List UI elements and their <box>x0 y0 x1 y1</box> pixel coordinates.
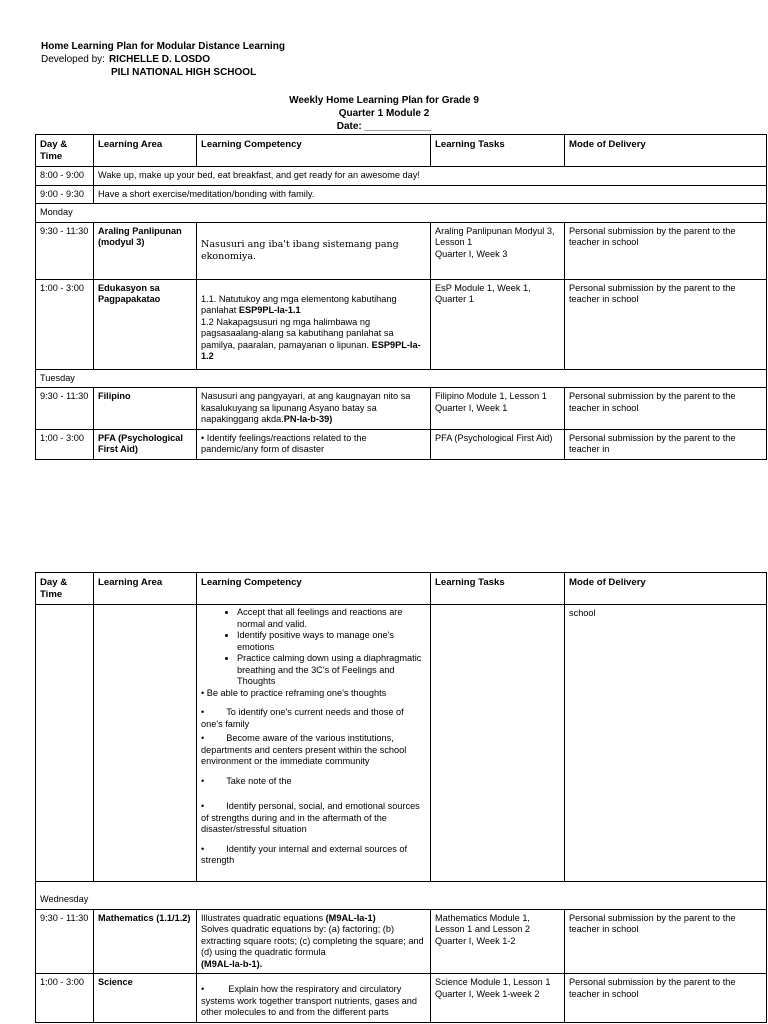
tasks-cell: EsP Module 1, Week 1, Quarter 1 <box>431 279 565 369</box>
competency-text: Nasusuri ang pangyayari, at ang kaugnayan nito sa kasalukuyang sa lipunang Asyano batay sa napakinggang akda. <box>201 391 411 424</box>
list-item: • Take note of the <box>201 775 292 786</box>
tasks-cell: Science Module 1, Lesson 1 Quarter I, Week 1-week 2 <box>431 974 565 1023</box>
bullet-glyph: • <box>201 843 205 854</box>
developed-label: Developed by: <box>41 54 105 65</box>
list-item: • Identify your internal and external sources of strength <box>201 843 408 865</box>
table-row <box>36 605 767 882</box>
learning-area-cell: Araling Panlipunan (modyul 3) <box>94 222 197 279</box>
table-row <box>36 279 767 369</box>
day-label-wednesday: Wednesday <box>36 882 767 910</box>
bullet-glyph: • <box>201 733 205 743</box>
competency-cell <box>197 605 431 882</box>
competency-cell <box>197 974 431 1023</box>
plan-table-page2 <box>35 572 767 1023</box>
list-item: • Practice calming down using a diaphragmatic breathing and the 3C's of Feelings and Thoughts <box>237 653 426 688</box>
plan-title: Weekly Home Learning Plan for Grade 9 <box>289 95 479 106</box>
time-cell: 1:00 - 3:00 <box>36 974 94 1023</box>
competency-code: (M9AL-Ia-1) <box>325 912 376 923</box>
header-title: Home Learning Plan for Modular Distance Learning <box>41 41 285 52</box>
time-cell: 9:00 - 9:30 <box>36 185 94 204</box>
list-item: • Identify personal, social, and emotional sources of strengths during and in the aftermath of the disaster/stressful situation <box>201 801 420 834</box>
tasks-cell <box>431 605 565 882</box>
table-row <box>36 974 767 1023</box>
col-header-tasks: Learning Tasks <box>431 573 565 605</box>
plan-title-block <box>0 94 768 133</box>
list-item: • Be able to practice reframing one's thoughts <box>201 687 387 698</box>
competency-text: 1.2 Nakapagsusuri ng mga halimbawa ng pagsasaalang-alang sa kabutihang panlahat sa pamilya, paaralan, pamayanan o lipunan. <box>201 316 394 350</box>
competency-list <box>201 607 426 688</box>
col-header-learning-area: Learning Area <box>94 135 197 167</box>
col-header-competency: Learning Competency <box>197 573 431 605</box>
competency-text: 1.1. Natutukoy ang mga elementong kabutihang panlahat <box>201 293 397 315</box>
day-label-tuesday: Tuesday <box>36 369 767 388</box>
delivery-cell: Personal submission by the parent to the teacher in school <box>565 279 767 369</box>
day-row <box>36 369 767 388</box>
col-header-competency: Learning Competency <box>197 135 431 167</box>
competency-code: ESP9PL-Ia-1.2 <box>201 339 421 361</box>
delivery-cell: Personal submission by the parent to the teacher in <box>565 429 767 459</box>
delivery-cell: Personal submission by the parent to the teacher in school <box>565 222 767 279</box>
time-cell: 9:30 - 11:30 <box>36 222 94 279</box>
tasks-cell <box>431 388 565 430</box>
col-header-day-time: Day & Time <box>36 135 94 167</box>
bullet-glyph: • <box>201 707 205 717</box>
col-header-learning-area: Learning Area <box>94 573 197 605</box>
table-header-row <box>36 135 767 167</box>
time-cell: 9:30 - 11:30 <box>36 388 94 430</box>
competency-text: Illustrates quadratic equations <box>201 912 324 923</box>
bullet-glyph: • <box>201 775 205 786</box>
col-header-tasks: Learning Tasks <box>431 135 565 167</box>
col-header-day-time: Day & Time <box>36 573 94 605</box>
tasks-cell <box>431 222 565 279</box>
table-row <box>36 388 767 430</box>
developer-name: RICHELLE D. LOSDO <box>108 54 211 65</box>
list-item: • Identify positive ways to manage one's emotions <box>237 630 426 653</box>
school-name: PILI NATIONAL HIGH SCHOOL <box>111 67 257 78</box>
learning-area-cell: Edukasyon sa Pagpapakatao <box>94 279 197 369</box>
delivery-cell: Personal submission by the parent to the teacher in school <box>565 974 767 1023</box>
list-item: • Become aware of the various institutions, departments and centers present within the school environment or the immediate community <box>201 733 407 766</box>
task-line: Quarter I, Week 3 <box>435 248 508 259</box>
bullet-glyph: • <box>201 801 205 811</box>
learning-area-cell: Filipino <box>94 388 197 430</box>
bullet-glyph: • <box>201 984 205 994</box>
table-row <box>36 429 767 459</box>
time-cell: 9:30 - 11:30 <box>36 909 94 974</box>
task-line: Quarter I, Week 1-2 <box>435 935 516 946</box>
competency-code: ESP9PL-Ia-1.1 <box>238 305 301 315</box>
competency-cell <box>197 279 431 369</box>
table-row <box>36 167 767 186</box>
competency-cell <box>197 388 431 430</box>
competency-code: PN-Ia-b-39) <box>283 414 333 424</box>
tasks-cell: PFA (Psychological First Aid) <box>431 429 565 459</box>
plan-table-page1 <box>35 134 767 460</box>
learning-area-cell <box>94 605 197 882</box>
list-item: • To identify one's current needs and those of one's family <box>201 707 404 729</box>
competency-text: Explain how the respiratory and circulatory systems work together transport nutrients, gases and other molecules to and from the different parts <box>201 984 418 1017</box>
document-header <box>41 40 285 79</box>
delivery-cell: Personal submission by the parent to the teacher in school <box>565 388 767 430</box>
time-cell: 8:00 - 9:00 <box>36 167 94 186</box>
plan-date: Date: ____________ <box>336 121 432 132</box>
day-row <box>36 882 767 910</box>
activity-cell: Wake up, make up your bed, eat breakfast, and get ready for an awesome day! <box>94 167 767 186</box>
competency-cell: • Identify feelings/reactions related to the pandemic/any form of disaster <box>197 429 431 459</box>
table-row <box>36 909 767 974</box>
learning-area-cell: Science <box>94 974 197 1023</box>
time-cell: 1:00 - 3:00 <box>36 279 94 369</box>
delivery-cell: school <box>565 605 767 882</box>
competency-text: Solves quadratic equations by: (a) factoring; (b) extracting square roots; (c) completing the square; and (d) using the quadratic formula <box>201 924 424 957</box>
day-row <box>36 204 767 223</box>
list-item: • Accept that all feelings and reactions are normal and valid. <box>237 607 426 630</box>
delivery-cell: Personal submission by the parent to the teacher in school <box>565 909 767 974</box>
col-header-delivery: Mode of Delivery <box>565 573 767 605</box>
table-row <box>36 185 767 204</box>
table-header-row <box>36 573 767 605</box>
day-label-monday: Monday <box>36 204 767 223</box>
tasks-cell <box>431 909 565 974</box>
task-line: Araling Panlipunan Modyul 3, Lesson 1 <box>435 225 555 247</box>
learning-area-cell: Mathematics (1.1/1.2) <box>94 909 197 974</box>
plan-subtitle: Quarter 1 Module 2 <box>338 108 430 119</box>
competency-cell: Nasusuri ang iba't ibang sistemang pang ekonomiya. <box>197 222 431 279</box>
task-line: Quarter I, Week 1 <box>435 402 508 413</box>
time-cell: 1:00 - 3:00 <box>36 429 94 459</box>
table-row <box>36 222 767 279</box>
activity-cell: Have a short exercise/meditation/bonding with family. <box>94 185 767 204</box>
task-line: Mathematics Module 1, Lesson 1 and Lesson 2 <box>435 912 531 934</box>
learning-area-cell: PFA (Psychological First Aid) <box>94 429 197 459</box>
competency-code: (M9AL-Ia-b-1). <box>201 958 263 969</box>
developer-line <box>41 53 285 66</box>
col-header-delivery: Mode of Delivery <box>565 135 767 167</box>
competency-cell <box>197 909 431 974</box>
time-cell <box>36 605 94 882</box>
task-line: Filipino Module 1, Lesson 1 <box>435 391 547 401</box>
